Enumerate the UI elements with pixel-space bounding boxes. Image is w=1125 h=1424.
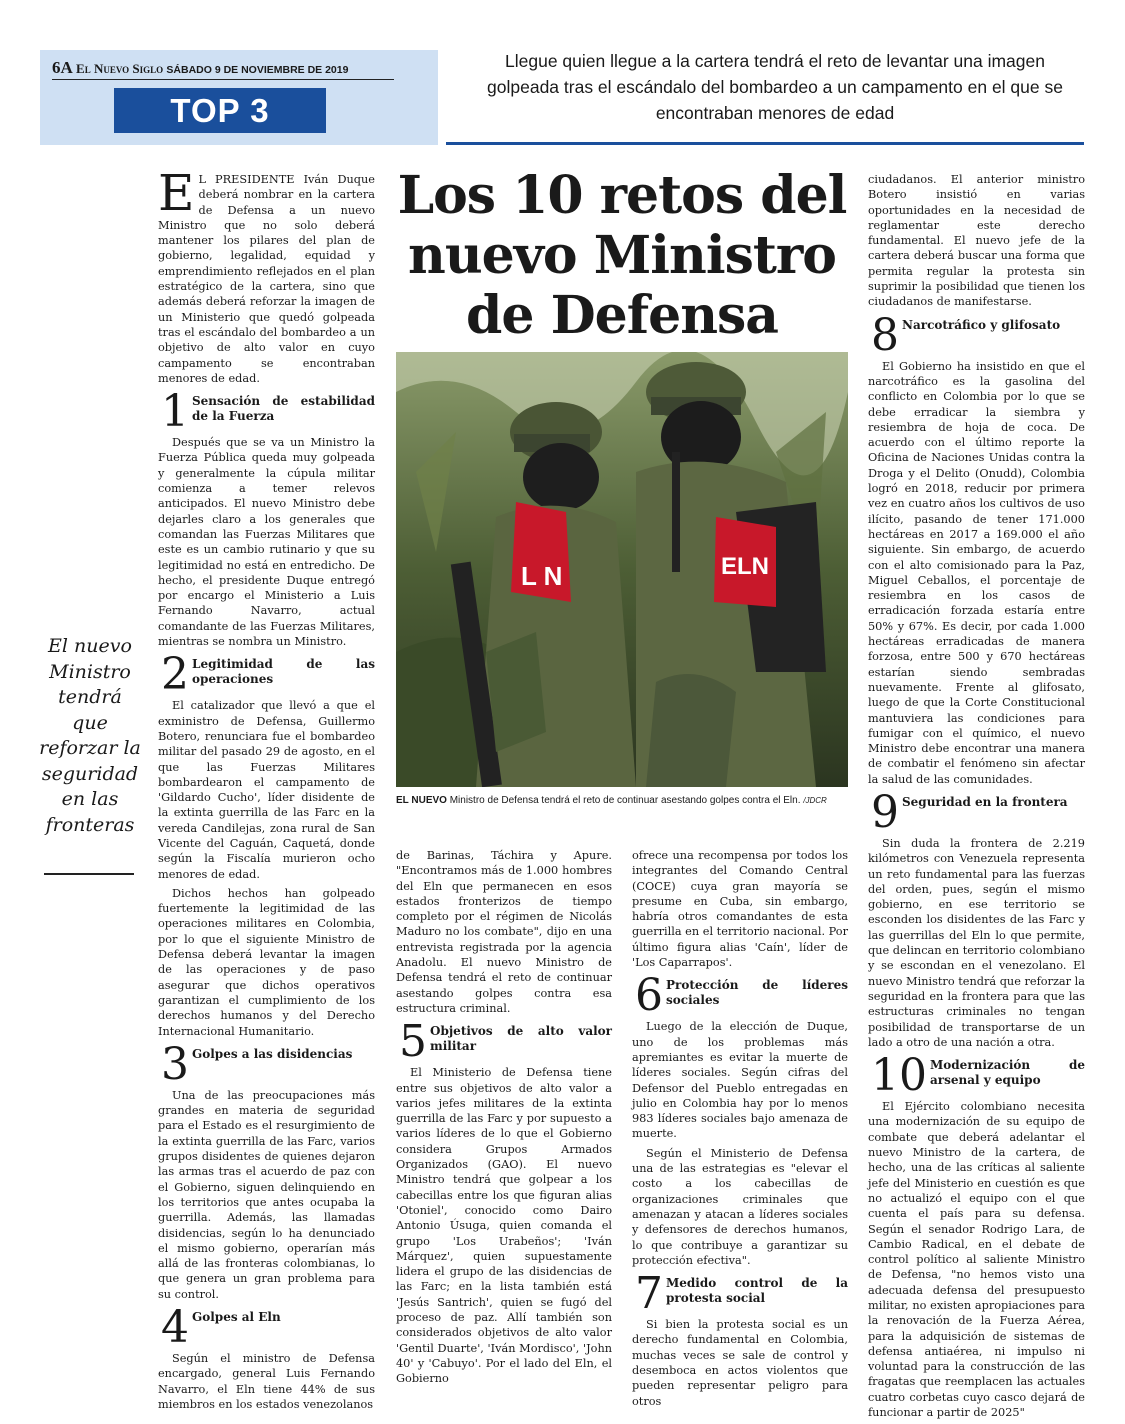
- subhead-number: 10: [871, 1050, 927, 1102]
- pull-quote: El nuevo Ministro tendrá que reforzar la seguridad en las fronteras: [39, 635, 141, 836]
- column-1: [158, 164, 375, 1416]
- subhead-1: [158, 386, 375, 438]
- armband-text-right: ELN: [721, 553, 769, 580]
- paragraph: Sin duda la frontera de 2.219 kilómetros con Venezuela representa un reto fundamental para las fuerzas del orden, pues, según el mismo gobierno, en ese territorio se esconden los disidentes de las Farc y las guerrillas del Eln lo que permite, que delincan en territorio colombiano y se escondan en el venezolano. El nuevo Ministro tendrá que reforzar la seguridad en la frontera para que las estructuras criminales no tengan posibilidad de transportarse de un lado a otro de una nación a otra.: [868, 836, 1085, 1049]
- paragraph: ofrece una recompensa por todos los integrantes del Comando Central (COCE) cuya gran mayoría se presume en Cuba, sin embargo, habría otros comandantes de esta guerrilla en el territorio nacional. Por último figura alias 'Caín', líder de 'Los Caparrapos'.: [632, 849, 848, 970]
- subhead-10: [868, 1050, 1085, 1102]
- subhead-7: [632, 1268, 848, 1320]
- armband-text-left: L N: [521, 561, 563, 591]
- headline: Los 10 retos del nuevo Ministro de Defensa: [397, 165, 847, 346]
- subhead-number: 9: [871, 786, 899, 838]
- page-number: 6A: [52, 58, 73, 77]
- header-rule: [446, 142, 1084, 145]
- subhead-number: 7: [635, 1268, 663, 1320]
- publication-name: El Nuevo Siglo: [76, 61, 164, 76]
- subhead-number: 5: [399, 1016, 427, 1068]
- section-label: TOP 3: [114, 88, 326, 133]
- subhead-title: Seguridad en la frontera: [902, 794, 1068, 809]
- column-4: [868, 172, 1085, 1424]
- subhead-title: Golpes a las disidencias: [192, 1046, 353, 1061]
- paragraph: El Ministerio de Defensa tiene entre sus objetivos de alto valor a varios jefes militares de la extinta guerrilla de las Farc y por supuesto a varios líderes de lo que el Gobierno considera Grupos Armados Organizados (GAO). El nuevo Ministro tendrá que golpear a los cabecillas entre los que figuran alias 'Otoniel', conocido como Dairo Antonio Úsuga, quien comanda el grupo 'Los Urabeños'; 'Iván Márquez', quien supuestamente lidera el grupo de las disidencias de las Farc; en la lista también está 'Jesús Santrich', quien se fugó del proceso de paz. Allí también son considerados objetivos de alto valor 'Gentil Duarte', 'Iván Mordisco', 'John 40' y 'Cabuyo'. Por el lado del Eln, el Gobierno: [396, 1066, 612, 1386]
- paragraph: El Gobierno ha insistido en que el narcotráfico es la gasolina del conflicto en Colombia por lo que se debe erradicar la siembra y resiembra de hoja de coca. De acuerdo con el último reporte la Oficina de Naciones Unidas contra la Droga y el Delito (Onudd), Colombia logró en 2018, reducir por primera vez en cuatro años los cultivos de uso ilícito, pasando de tener 171.000 hectáreas en 2017 a 169.000 el año siguiente. Sin embargo, de acuerdo con el alto comisionado para la Paz, Miguel Ceballos, el porcentaje de resiembra en los casos de erradicación forzada estaría entre 50% y 67%. Es decir, por cada 1.000 hectáreas erradicadas de manera forzosa, entre 500 y 670 hectáreas estarían siendo sembradas nuevamente. Frente al glifosato, luego de que la Corte Constitucional mantuviera las condiciones para fumigar con el químico, el nuevo Ministro debe encontrar una manera de combatir el fenómeno sin afectar la salud de las comunidades.: [868, 359, 1085, 786]
- paragraph: Dichos hechos han golpeado fuertemente la legitimidad de las operaciones militares en Colombia, por lo que el siguiente Ministro de Defensa deberá levantar la imagen de las operaciones y de paso asegurar que dichos operativos garantizan el cumplimiento de los derechos humanos y del Derecho Internacional Humanitario.: [158, 886, 375, 1038]
- photo-caption: [396, 794, 848, 807]
- subhead-title: Objetivos de alto valor militar: [430, 1024, 612, 1054]
- paragraph: Una de las preocupaciones más grandes en materia de seguridad para el Estado es el resurgimiento de la extinta guerrilla de las Farc, varios grupos disidentes de quienes dejaron las armas tras el acuerdo de paz con el Gobierno, siguen delinquiendo en los territorios que antes ocupaba la guerrilla. Además, las llamadas disidencias, según lo ha denunciado el mismo gobierno, operarían más allá de las fronteras colombianas, lo que genera un gran problema para su control.: [158, 1088, 375, 1301]
- caption-source: /JDCR: [803, 796, 827, 805]
- paragraph: Según el Ministerio de Defensa una de las estrategias es "elevar el costo a los cabecillas de organizaciones criminales que amenazan y atacan a líderes sociales y defensores de derechos humanos, lo que contribuye a garantizar su protección efectiva".: [632, 1146, 848, 1267]
- paragraph: Después que se va un Ministro la Fuerza Pública queda muy golpeada y generalmente la cúpula militar comienza a temer relevos anticipados. El nuevo Ministro debe dejarles claro a los generales que comandan las Fuerzas Militares que este es un cambio rutinario y que su legitimidad no está en entredicho. De hecho, el presidente Duque entregó por encargo el Ministerio a Luis Fernando Navarro, actual comandante de las Fuerzas Militares, mientras se nombra un Ministro.: [158, 436, 375, 649]
- paragraph: Según el ministro de Defensa encargado, general Luis Fernando Navarro, el Eln tiene 44% de sus miembros en los estados venezolanos: [158, 1352, 375, 1411]
- subhead-2: [158, 649, 375, 701]
- subhead-9: [868, 786, 1085, 838]
- lead-text: L PRESIDENTE Iván Duque deberá nombrar en la cartera de Defensa a un nuevo Ministro que no solo deberá mantener los pilares del plan de gobierno, legalidad, equidad y emprendimiento reflejados en el plan estratégico de la cartera, sino que además deberá reforzar la imagen de un Ministerio que quedó golpeada tras el escándalo del bombardeo a un objetivo de alto valor en cuyo campamento se encontraban menores de edad.: [158, 173, 375, 385]
- paragraph: ciudadanos. El anterior ministro Botero insistió en varias oportunidades en la necesidad de reglamentar este derecho fundamental. El nuevo jefe de la cartera deberá buscar una forma que permita regular la protesta sin suprimir la posibilidad que tienen los ciudadanos de manifestarse.: [868, 173, 1085, 309]
- lead-paragraph: [158, 164, 375, 386]
- caption-text: Ministro de Defensa tendrá el reto de continuar asestando golpes contra el Eln.: [449, 795, 801, 806]
- subhead-number: 1: [161, 386, 189, 438]
- subhead-title: Golpes al Eln: [192, 1310, 281, 1324]
- issue-date: SÁBADO 9 DE NOVIEMBRE DE 2019: [166, 64, 349, 76]
- subhead-6: [632, 970, 848, 1022]
- pull-quote-rule: [44, 873, 134, 875]
- drop-cap: E: [158, 164, 195, 222]
- paragraph: El Ejército colombiano necesita una modernización de su equipo de combate que deberá adelantar el nuevo Ministro de la cartera, de hecho, una de las críticas al saliente jefe del Ministerio en cuestión es que no actualizó el equipo con el que cuenta el país para su defensa. Según el senador Rodrigo Lara, de Cambio Radical, en el debate de control político al saliente Ministro de Defensa, "no hemos visto una adecuada defensa del presupuesto militar, no existen apropiaciones para la renovación de la Fuerza Aérea, para la adquisición de sistemas de defensa antiaérea, ni impulso ni voluntad para la construcción de las fragatas que reemplacen las actuales cuatro corbetas cuyo casco dejará de funcionar a partir de 2025": [868, 1100, 1085, 1420]
- subhead-3: [158, 1038, 375, 1090]
- subhead-title: Narcotráfico y glifosato: [902, 317, 1061, 332]
- paragraph: Si bien la protesta social es un derecho fundamental en Colombia, muchas veces se sale de control y desemboca en actos violentos que pueden representar peligro para otros: [632, 1318, 848, 1408]
- subhead-title: Sensación de estabilidad de la Fuerza: [192, 394, 375, 424]
- article-photo: [396, 352, 848, 787]
- column-2: [396, 848, 612, 1391]
- subhead-8: [868, 309, 1085, 361]
- subhead-number: 4: [161, 1302, 189, 1353]
- subhead-title: Medido control de la protesta social: [666, 1276, 848, 1306]
- folio-line: [52, 58, 394, 80]
- soldiers-illustration: [396, 352, 848, 787]
- subhead-number: 6: [635, 970, 663, 1022]
- paragraph: Luego de la elección de Duque, uno de los problemas más apremiantes es evitar la muerte de líderes sociales. Según cifras del Defensor del Pueblo entregadas en julio en Colombia hay por lo menos 983 líderes sociales bajo amenaza de muerte.: [632, 1020, 848, 1141]
- subhead-5: [396, 1016, 612, 1068]
- subhead-title: Protección de líderes sociales: [666, 978, 848, 1008]
- subhead-number: 8: [871, 309, 899, 361]
- subhead-4: [158, 1302, 375, 1353]
- subhead-number: 3: [161, 1038, 189, 1090]
- subhead-number: 2: [161, 649, 189, 701]
- deck: Llegue quien llegue a la cartera tendrá el reto de levantar una imagen golpeada tras el escándalo del bombardeo a un campamento en el que se encontraban menores de edad: [487, 51, 1063, 123]
- paragraph: de Barinas, Táchira y Apure. "Encontramos más de 1.000 hombres del Eln que permanecen en esos estados fronterizos de tiempo completo por el régimen de Nicolás Maduro no los combate", dijo en una entrevista registrada por la agencia Anadolu. El nuevo Ministro de Defensa tendrá el reto de continuar asestando golpes contra esa estructura criminal.: [396, 849, 612, 1015]
- subhead-title: Legitimidad de las operaciones: [192, 657, 375, 687]
- column-3: [632, 848, 848, 1413]
- paragraph: El catalizador que llevó a que el exministro de Defensa, Guillermo Botero, renunciara fue el bombardeo militar del pasado 29 de agosto, en el que las Fuerzas Militares bombardearon el campamento de 'Gildardo Cucho', líder disidente de la extinta guerrilla de las Farc en la vereda Candilejas, zona rural de San Vicente del Caguán, Caquetá, donde según la Fiscalía murieron ocho menores de edad.: [158, 699, 375, 881]
- subhead-title: Modernización de arsenal y equipo: [930, 1058, 1085, 1088]
- caption-credit-label: EL NUEVO: [396, 795, 447, 806]
